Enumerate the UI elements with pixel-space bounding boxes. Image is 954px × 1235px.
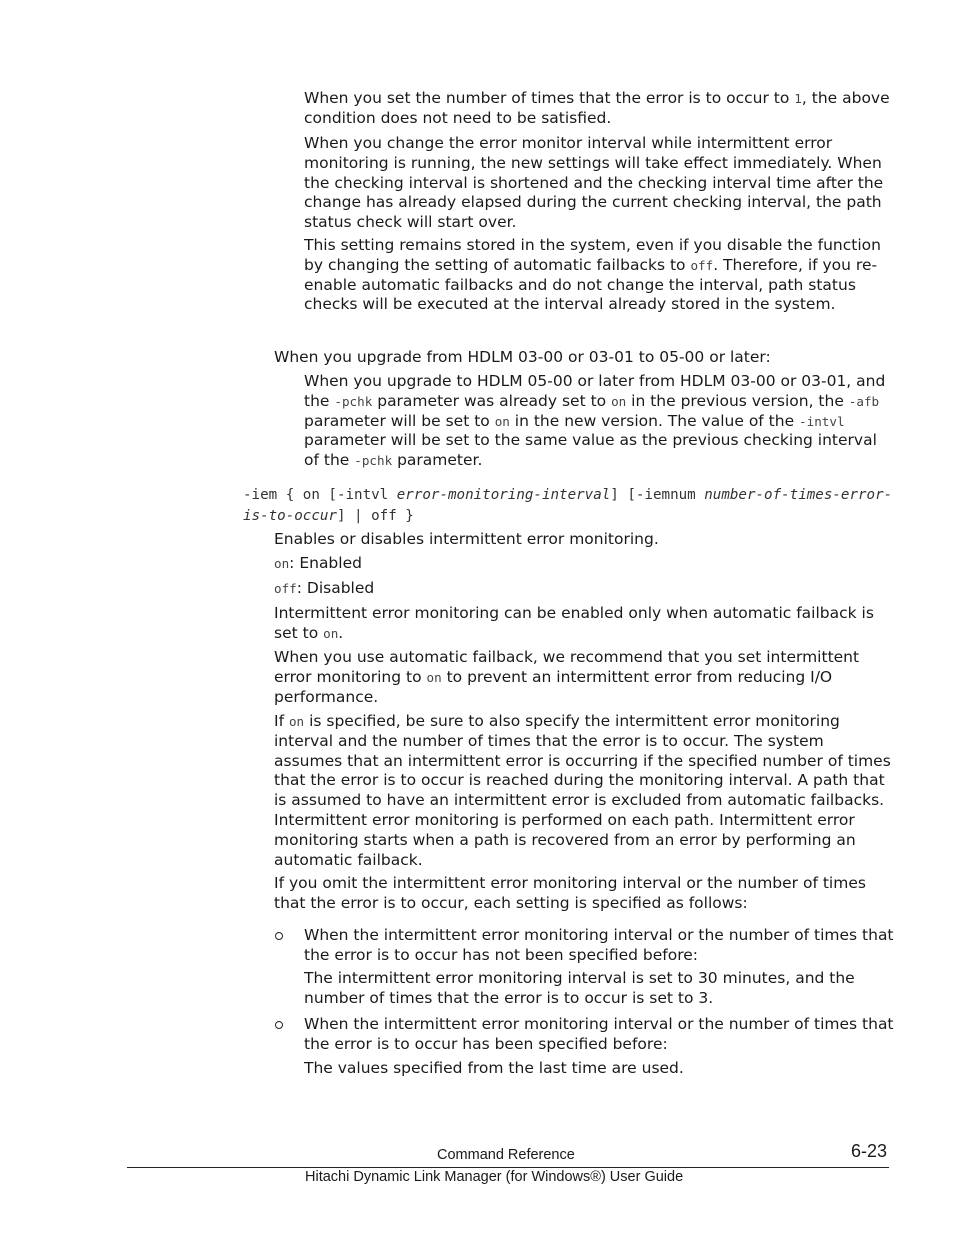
paragraph-off-disabled: off: Disabled bbox=[274, 579, 375, 597]
paragraph-times-to-occur: When you set the number of times that the error is to occur to 1, the above condition does not need to be satisfied. bbox=[304, 89, 890, 127]
code-on: on bbox=[611, 393, 627, 409]
code-on: on bbox=[426, 669, 442, 685]
bullet-circle-icon bbox=[275, 1021, 283, 1029]
paragraph-recommendation: When you use automatic failback, we recommend that you set intermittent error monitoring to on to prevent an intermittent error from reducing I/O performance. bbox=[274, 648, 860, 706]
paragraph-upgrade-heading: When you upgrade from HDLM 03-00 or 03-01 to 05-00 or later: bbox=[274, 348, 771, 366]
code-on: on bbox=[288, 714, 305, 729]
paragraph-upgrade-detail: When you upgrade to HDLM 05-00 or later from HDLM 03-00 or 03-01, and the -pchk parameter was already set to on in the previous version, the -afb parameter will be set to on in the new version. The value of the -intvl parameter will be set to the same value as the previous checking interval of the -pchk parameter. bbox=[304, 372, 886, 470]
bullet-not-specified: When the intermittent error monitoring interval or the number of times that the error is to occur has not been specified before: bbox=[304, 926, 894, 964]
paragraph-on-enabled: on: Enabled bbox=[274, 554, 362, 572]
syntax-variable: error-monitoring-interval bbox=[396, 487, 611, 503]
footer-guide-title: Hitachi Dynamic Link Manager (for Windows®) User Guide bbox=[305, 1169, 684, 1185]
paragraph-interval-change: When you change the error monitor interval while intermittent error monitoring is running, the new settings will take effect immediately. When the checking interval is shortened and the checking interval time after the change has already elapsed during the current checking interval, the path status check will start over. bbox=[304, 134, 884, 232]
code-on: on bbox=[274, 556, 290, 571]
bullet-specified-before-detail: The values specified from the last time are used. bbox=[304, 1059, 684, 1077]
code-pchk: -pchk bbox=[334, 393, 373, 409]
paragraph-specify-on: If on is specified, be sure to also specify the intermittent error monitoring interval and the number of times that the error is to occur. The system assumes that an intermittent error is occurring if the specified number of times that the error is to occur is reached during the monitoring interval. A path that is assumed to have an intermittent error is excluded from automatic failbacks. Intermittent error monitoring is performed on each path. Intermittent error monitoring starts when a path is recovered from an error by performing an automatic failback. bbox=[274, 712, 891, 869]
syntax-variable: number-of-times-error-is-to-occur bbox=[243, 487, 893, 524]
paragraph-enable-condition: Intermittent error monitoring can be enabled only when automatic failback is set to on. bbox=[274, 604, 874, 642]
bullet-not-specified-detail: The intermittent error monitoring interval is set to 30 minutes, and the number of times that the error is to occur is set to 3. bbox=[304, 969, 855, 1007]
syntax-iem: -iem { on [-intvl error-monitoring-interval] [-iemnum number-of-times-error-is-to-occur] | off } bbox=[243, 487, 893, 524]
code-off: off bbox=[274, 581, 297, 596]
bullet-circle-icon bbox=[275, 932, 283, 940]
footer-section-title: Command Reference bbox=[437, 1147, 575, 1163]
code-on: on bbox=[494, 413, 510, 429]
code-on: on bbox=[323, 625, 339, 641]
paragraph-iem-description: Enables or disables intermittent error monitoring. bbox=[274, 530, 659, 548]
bullet-specified-before: When the intermittent error monitoring interval or the number of times that the error is to occur has been specified before: bbox=[304, 1015, 894, 1053]
paragraph-setting-stored: This setting remains stored in the system, even if you disable the function by changing the setting of automatic failbacks to off. Therefore, if you re-enable automatic failbacks and do not change the interval, path status checks will be executed at the interval already stored in the system. bbox=[304, 236, 881, 314]
code-pchk: -pchk bbox=[354, 453, 393, 469]
paragraph-omit-settings: If you omit the intermittent error monitoring interval or the number of times that the error is to occur, each setting is specified as follows: bbox=[274, 874, 866, 912]
code-1: 1 bbox=[794, 91, 802, 106]
code-intvl: -intvl bbox=[799, 413, 845, 429]
code-off: off bbox=[690, 257, 714, 273]
page-number: 6-23 bbox=[851, 1141, 888, 1161]
code-afb: -afb bbox=[848, 393, 880, 409]
